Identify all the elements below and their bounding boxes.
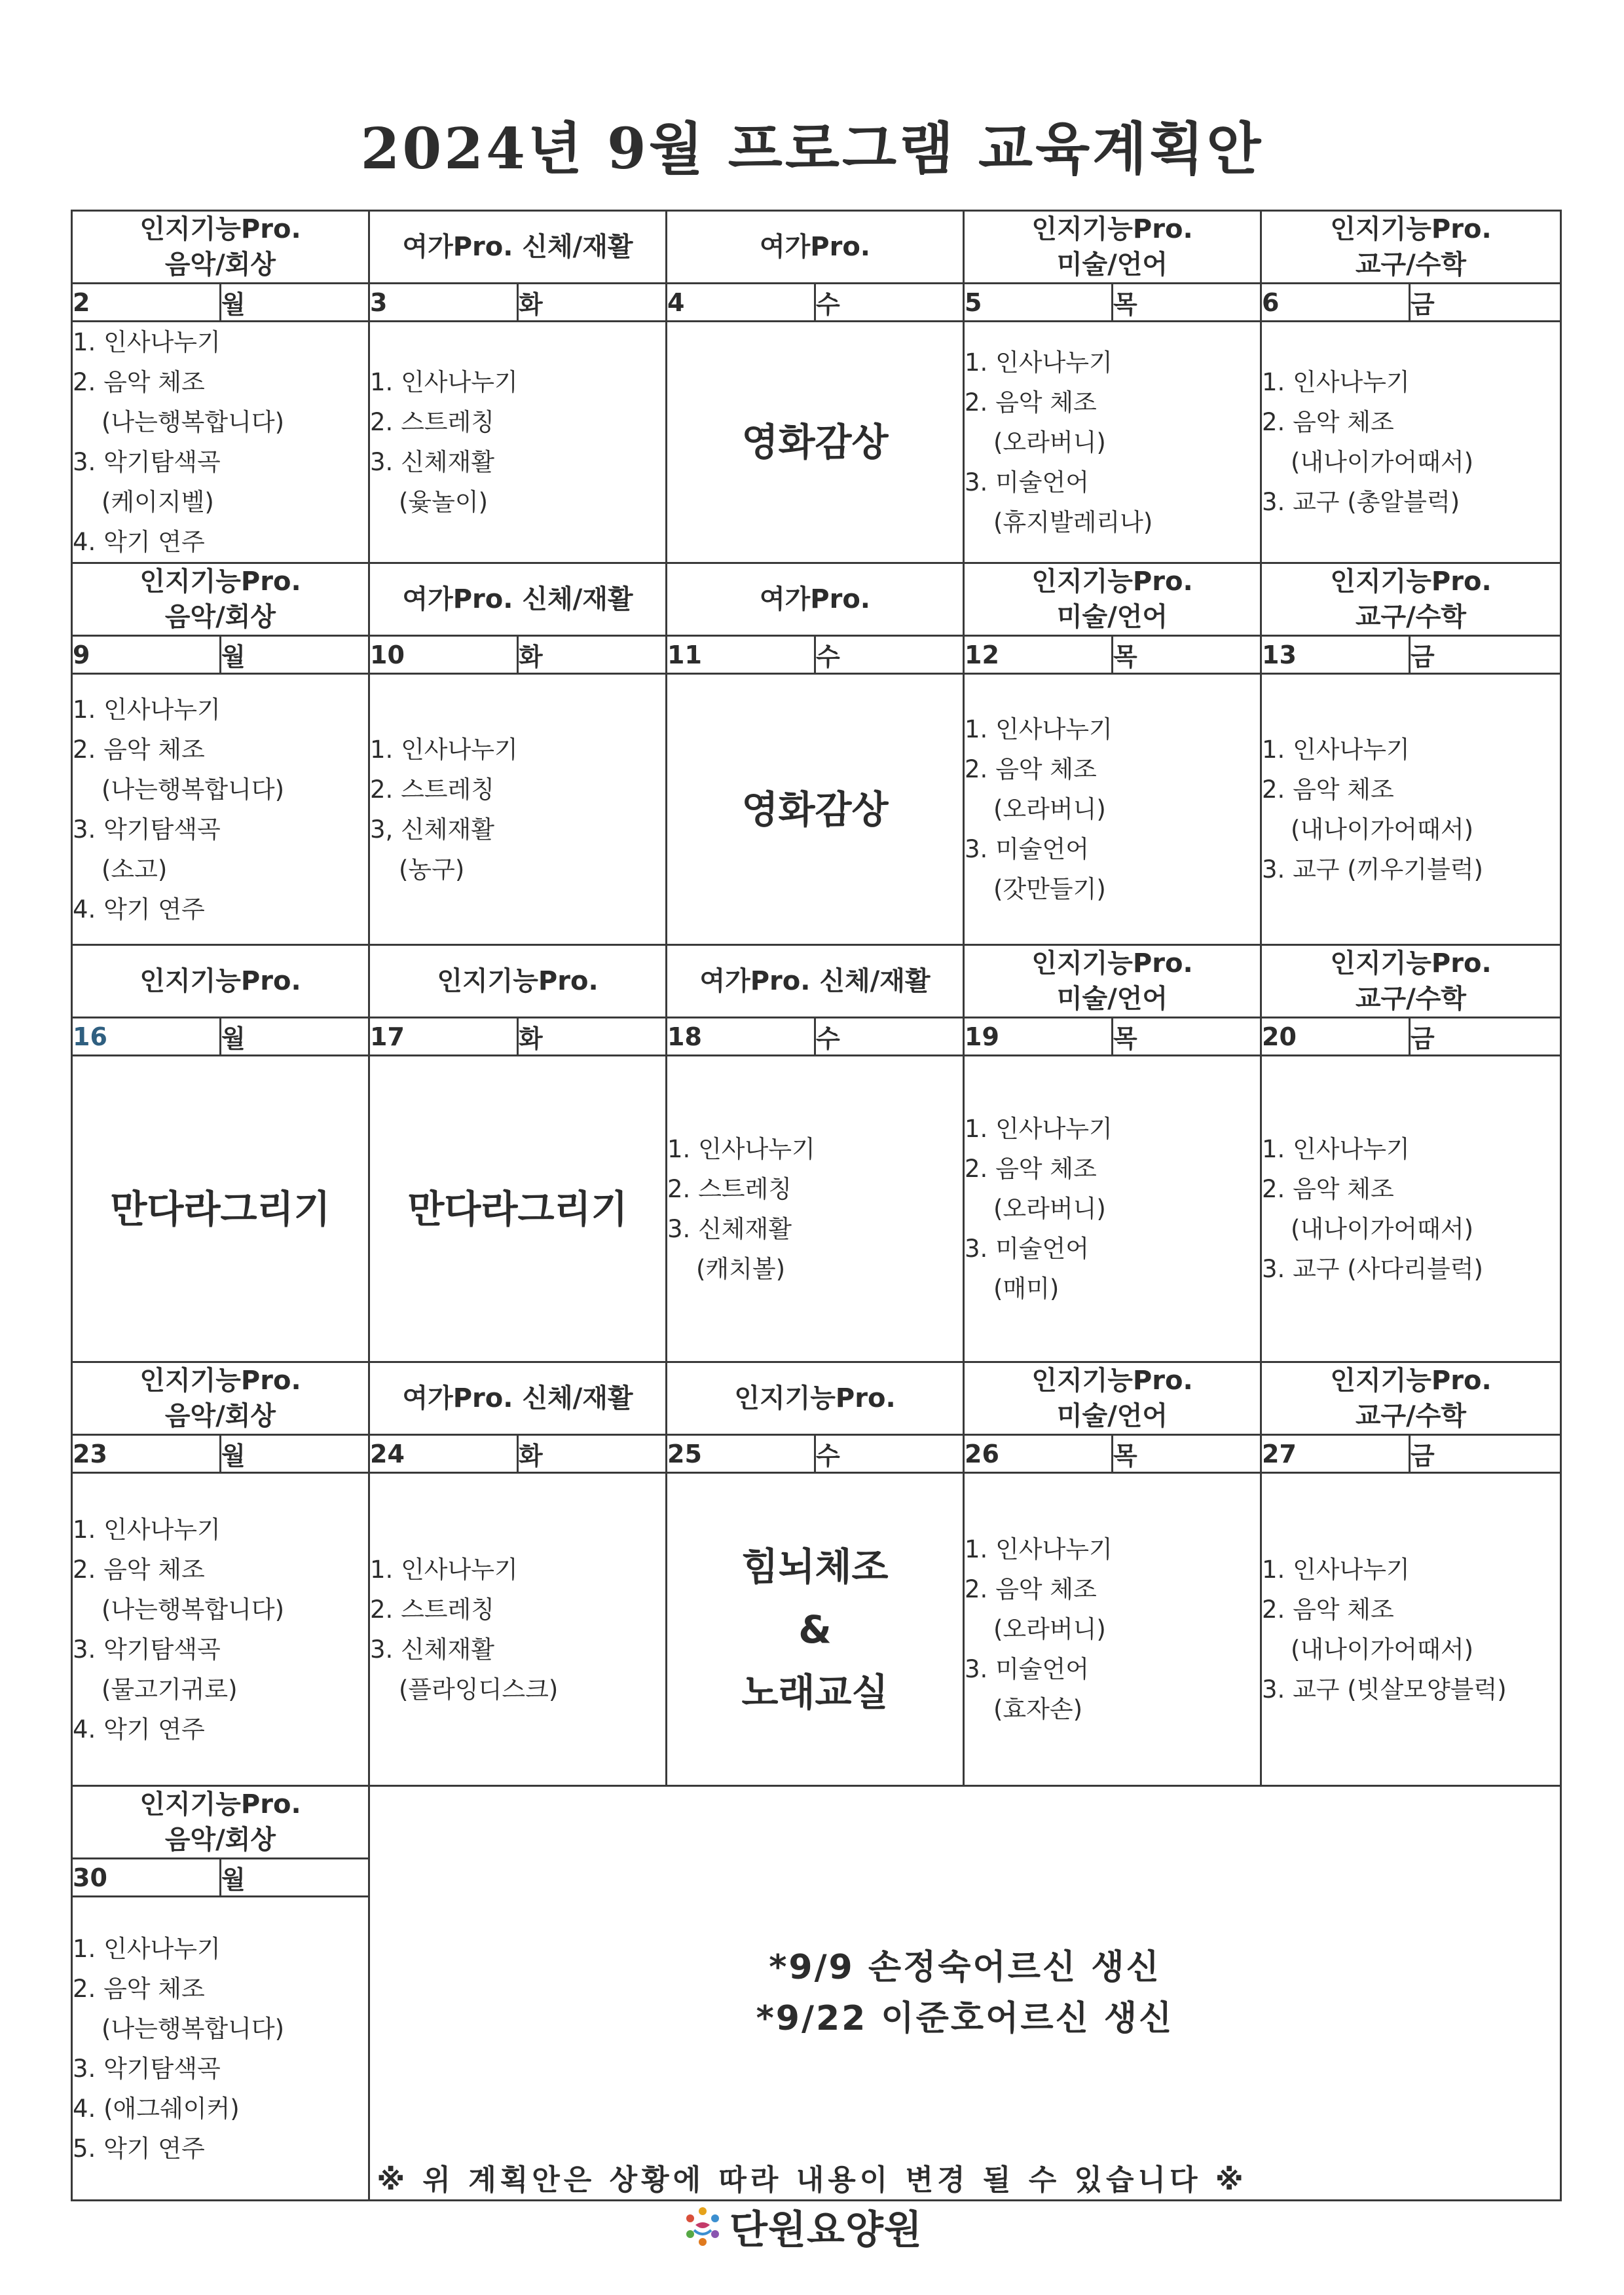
activity-item: 1. 인사나누기: [370, 368, 518, 396]
activity-item: 1. 인사나누기: [73, 328, 221, 356]
weekday-label: 목: [1113, 1435, 1261, 1473]
program-header-row: [72, 563, 1561, 636]
activity-detail: (오라버니): [993, 795, 1106, 823]
program-type-line: 교구/수학: [1355, 984, 1467, 1014]
activity-item: 2. 스트레칭: [667, 1174, 792, 1203]
date-number: 20: [1261, 1018, 1410, 1056]
program-type-line: 음악/회상: [164, 1401, 276, 1431]
program-type-line: 인지기능Pro.: [1031, 948, 1193, 979]
program-type-header: [964, 563, 1261, 636]
activity-detail: (갓만들기): [993, 875, 1106, 903]
program-type-line: 미술/언어: [1056, 984, 1168, 1014]
weekday-label: 금: [1410, 1435, 1561, 1473]
activity-detail: (나는행복합니다): [101, 775, 285, 804]
program-type-line: 여가Pro.: [760, 232, 870, 262]
activity-list: [72, 322, 369, 563]
program-type-line: 인지기능Pro.: [1031, 1366, 1193, 1396]
activity-item: 1. 인사나누기: [1262, 735, 1410, 764]
program-type-line: 음악/회상: [164, 1825, 276, 1855]
program-type-header: [72, 563, 369, 636]
date-number: 10: [369, 636, 518, 674]
activity-item: 3. 교구 (사다리블럭): [1262, 1254, 1483, 1283]
program-type-header: [72, 211, 369, 284]
special-activity-line: &: [798, 1607, 832, 1652]
weekday-label: 목: [1113, 1018, 1261, 1056]
date-number: 19: [964, 1018, 1113, 1056]
program-type-header: [72, 945, 369, 1018]
activity-item: 3. 미술언어: [965, 468, 1090, 496]
activity-list: [72, 1473, 369, 1786]
activity-detail: (물고기귀로): [101, 1675, 238, 1704]
activity-item: 3. 악기탐색곡: [73, 815, 221, 844]
program-type-line: 여가Pro. 신체/재활: [699, 966, 931, 996]
activity-item: 2. 음악 체조: [73, 1974, 205, 2003]
activity-item: 2. 스트레칭: [370, 1595, 495, 1624]
activity-item: 2. 음악 체조: [73, 735, 205, 764]
special-activity-line: 만다라그리기: [407, 1186, 628, 1231]
date-row: [72, 1018, 1561, 1056]
activity-item: 3. 교구 (빗살모양블럭): [1262, 1675, 1507, 1704]
activity-item: 1. 인사나누기: [73, 1515, 221, 1544]
program-type-line: 인지기능Pro.: [139, 567, 301, 597]
weekday-label: 목: [1113, 284, 1261, 322]
date-number: 5: [964, 284, 1113, 322]
program-type-line: 인지기능Pro.: [1031, 214, 1193, 244]
activity-item: 2. 음악 체조: [73, 368, 205, 396]
activity-detail: (캐치볼): [696, 1254, 786, 1283]
activity-row: [72, 674, 1561, 945]
activity-item: 2. 음악 체조: [1262, 1595, 1394, 1624]
program-type-line: 인지기능Pro.: [139, 966, 301, 996]
weekday-label: 월: [221, 1435, 369, 1473]
program-type-line: 미술/언어: [1056, 1401, 1168, 1431]
date-number: 13: [1261, 636, 1410, 674]
weekday-label: 월: [221, 1859, 369, 1897]
program-type-line: 음악/회상: [164, 602, 276, 632]
activity-item: 4. 악기 연주: [73, 895, 205, 924]
activity-item: 3. 교구 (총알블럭): [1262, 488, 1460, 516]
program-type-line: 여가Pro. 신체/재활: [402, 1383, 633, 1413]
special-activity-line: 노래교실: [741, 1670, 889, 1715]
activity-item: 3. 악기탐색곡: [73, 448, 221, 476]
program-type-line: 교구/수학: [1355, 602, 1467, 632]
activity-detail: (휴지발레리나): [993, 508, 1153, 536]
program-type-header: [964, 211, 1261, 284]
activity-detail: (오라버니): [993, 1615, 1106, 1643]
program-type-line: 여가Pro.: [760, 584, 870, 614]
program-type-line: 인지기능Pro.: [139, 1366, 301, 1396]
activity-item: 2. 음악 체조: [965, 755, 1097, 783]
activity-item: 1. 인사나누기: [370, 1555, 518, 1584]
program-type-header: [369, 1362, 667, 1435]
program-type-header: [667, 563, 964, 636]
activity-item: 3. 신체재활: [370, 1635, 495, 1664]
activity-detail: (효자손): [993, 1695, 1083, 1723]
program-type-header: [667, 945, 964, 1018]
program-header-row: [72, 1786, 1561, 1859]
activity-item: 1. 인사나누기: [370, 735, 518, 764]
weekday-label: 금: [1410, 1018, 1561, 1056]
date-row: [72, 1435, 1561, 1473]
program-type-header: [1261, 211, 1561, 284]
activity-detail: (윷놀이): [399, 488, 489, 516]
date-number: 9: [72, 636, 221, 674]
activity-item: 1. 인사나누기: [965, 1115, 1113, 1143]
weekday-label: 월: [221, 636, 369, 674]
activity-item: 1. 인사나누기: [965, 715, 1113, 743]
weekday-label: 월: [221, 284, 369, 322]
program-type-line: 교구/수학: [1355, 250, 1467, 280]
activity-item: 4. 악기 연주: [73, 528, 205, 556]
activity-item: 3. 신체재활: [370, 448, 495, 476]
special-activity-line: 영화감상: [741, 787, 889, 832]
program-type-header: [667, 1362, 964, 1435]
program-schedule-table: [71, 210, 1562, 2201]
activity-item: 1. 인사나누기: [73, 1934, 221, 1963]
special-activity-line: 만다라그리기: [110, 1186, 331, 1231]
date-number: 4: [667, 284, 815, 322]
logo: [681, 2201, 923, 2253]
weekday-label: 수: [815, 636, 964, 674]
weekday-label: 금: [1410, 636, 1561, 674]
activity-item: 2. 스트레칭: [370, 775, 495, 804]
program-type-line: 인지기능Pro.: [1031, 567, 1193, 597]
activity-detail: (내나이가어때서): [1291, 815, 1474, 844]
special-activity: [72, 1056, 369, 1362]
program-type-header: [72, 1786, 369, 1859]
program-header-row: [72, 211, 1561, 284]
date-number: 3: [369, 284, 518, 322]
activity-detail: (플라잉디스크): [399, 1675, 559, 1704]
activity-item: 2. 음악 체조: [965, 1575, 1097, 1603]
activity-list: [1261, 1473, 1561, 1786]
activity-list: [964, 322, 1261, 563]
program-type-header: [369, 563, 667, 636]
date-number: 26: [964, 1435, 1113, 1473]
program-header-row: [72, 1362, 1561, 1435]
date-number: 23: [72, 1435, 221, 1473]
program-type-line: 인지기능Pro.: [1330, 567, 1492, 597]
activity-item: 2. 음악 체조: [1262, 408, 1394, 436]
birthday-notes: [369, 1786, 1561, 2201]
date-number: 18: [667, 1018, 815, 1056]
program-type-line: 인지기능Pro.: [1330, 948, 1492, 979]
date-number: 27: [1261, 1435, 1410, 1473]
program-type-header: [369, 945, 667, 1018]
date-number: 25: [667, 1435, 815, 1473]
people-circle-logo-icon: [681, 2205, 724, 2248]
activity-list: [72, 674, 369, 945]
program-type-line: 인지기능Pro.: [139, 1789, 301, 1819]
activity-item: 2. 음악 체조: [965, 1155, 1097, 1183]
program-type-line: 인지기능Pro.: [734, 1383, 896, 1413]
special-activity: [667, 674, 964, 945]
activity-item: 1. 인사나누기: [1262, 1134, 1410, 1163]
logo-text: 단원요양원: [729, 2207, 923, 2253]
activity-detail: (농구): [399, 855, 465, 884]
weekday-label: 화: [518, 284, 667, 322]
activity-item: 2. 음악 체조: [965, 388, 1097, 417]
activity-detail: (소고): [101, 855, 168, 884]
date-number: 16: [72, 1018, 221, 1056]
activity-row: [72, 1056, 1561, 1362]
activity-list: [667, 1056, 964, 1362]
weekday-label: 수: [815, 284, 964, 322]
program-type-header: [667, 211, 964, 284]
weekday-label: 화: [518, 636, 667, 674]
birthday-note: *9/22 이준호어르신 생신: [756, 1999, 1174, 2038]
program-type-line: 인지기능Pro.: [1330, 1366, 1492, 1396]
activity-item: 1. 인사나누기: [667, 1134, 815, 1163]
activity-list: [964, 1473, 1261, 1786]
date-number: 17: [369, 1018, 518, 1056]
special-activity: [667, 322, 964, 563]
activity-item: 2. 스트레칭: [370, 408, 495, 436]
program-type-line: 여가Pro. 신체/재활: [402, 232, 633, 262]
activity-item: 3. 악기탐색곡: [73, 1635, 221, 1664]
program-type-line: 교구/수학: [1355, 1401, 1467, 1431]
program-type-header: [964, 1362, 1261, 1435]
activity-item: 2. 음악 체조: [1262, 775, 1394, 804]
activity-item: 1. 인사나누기: [73, 695, 221, 724]
activity-list: [964, 674, 1261, 945]
activity-detail: (오라버니): [993, 428, 1106, 457]
activity-detail: (케이지벨): [101, 488, 214, 516]
activity-detail: (나는행복합니다): [101, 408, 285, 436]
activity-item: 3. 미술언어: [965, 1235, 1090, 1263]
program-type-line: 인지기능Pro.: [437, 966, 599, 996]
activity-item: 3. 신체재활: [667, 1214, 792, 1243]
activity-row: [72, 1473, 1561, 1786]
program-type-header: [1261, 945, 1561, 1018]
date-number: 11: [667, 636, 815, 674]
program-type-header: [369, 211, 667, 284]
program-type-line: 인지기능Pro.: [1330, 214, 1492, 244]
activity-detail: (내나이가어때서): [1291, 448, 1474, 476]
activity-detail: (나는행복합니다): [101, 2014, 285, 2043]
activity-list: [72, 1897, 369, 2201]
activity-list: [369, 674, 667, 945]
activity-detail: (매미): [993, 1275, 1060, 1303]
weekday-label: 수: [815, 1435, 964, 1473]
special-activity-line: 힘뇌체조: [741, 1544, 889, 1589]
activity-item: 1. 인사나누기: [965, 348, 1113, 377]
activity-item: 2. 음악 체조: [1262, 1174, 1394, 1203]
activity-row: [72, 322, 1561, 563]
program-header-row: [72, 945, 1561, 1018]
program-type-header: [964, 945, 1261, 1018]
special-activity: [667, 1473, 964, 1786]
activity-item: 4. (애그쉐이커): [73, 2094, 240, 2123]
special-activity-line: 영화감상: [741, 420, 889, 464]
activity-item: 3. 교구 (끼우기블럭): [1262, 855, 1483, 884]
date-row: [72, 284, 1561, 322]
activity-list: [1261, 674, 1561, 945]
weekday-label: 수: [815, 1018, 964, 1056]
activity-detail: (나는행복합니다): [101, 1595, 285, 1624]
activity-list: [369, 322, 667, 563]
program-type-line: 여가Pro. 신체/재활: [402, 584, 633, 614]
weekday-label: 목: [1113, 636, 1261, 674]
date-row: [72, 636, 1561, 674]
footer-note: ※ 위 계획안은 상황에 따라 내용이 변경 될 수 있습니다 ※: [377, 2163, 1247, 2197]
date-number: 24: [369, 1435, 518, 1473]
activity-item: 3, 신체재활: [370, 815, 495, 844]
activity-item: 3. 악기탐색곡: [73, 2054, 221, 2083]
weekday-label: 월: [221, 1018, 369, 1056]
program-type-header: [72, 1362, 369, 1435]
activity-list: [964, 1056, 1261, 1362]
activity-detail: (내나이가어때서): [1291, 1214, 1474, 1243]
activity-item: 4. 악기 연주: [73, 1715, 205, 1744]
program-type-line: 미술/언어: [1056, 602, 1168, 632]
program-type-line: 음악/회상: [164, 250, 276, 280]
activity-item: 1. 인사나누기: [965, 1535, 1113, 1563]
activity-item: 3. 미술언어: [965, 835, 1090, 863]
activity-detail: (오라버니): [993, 1195, 1106, 1223]
activity-item: 3. 미술언어: [965, 1655, 1090, 1683]
activity-item: 1. 인사나누기: [1262, 368, 1410, 396]
special-activity: [369, 1056, 667, 1362]
date-number: 6: [1261, 284, 1410, 322]
birthday-note: *9/9 손정숙어르신 생신: [769, 1948, 1161, 1987]
activity-item: 5. 악기 연주: [73, 2134, 205, 2163]
date-number: 2: [72, 284, 221, 322]
activity-item: 1. 인사나누기: [1262, 1555, 1410, 1584]
program-type-line: 인지기능Pro.: [139, 214, 301, 244]
activity-detail: (내나이가어때서): [1291, 1635, 1474, 1664]
date-number: 12: [964, 636, 1113, 674]
activity-list: [1261, 322, 1561, 563]
program-type-line: 미술/언어: [1056, 250, 1168, 280]
date-number: 30: [72, 1859, 221, 1897]
weekday-label: 금: [1410, 284, 1561, 322]
program-type-header: [1261, 563, 1561, 636]
activity-item: 2. 음악 체조: [73, 1555, 205, 1584]
activity-list: [1261, 1056, 1561, 1362]
page-title: 2024년 9월 프로그램 교육계획안: [360, 116, 1264, 182]
program-type-header: [1261, 1362, 1561, 1435]
weekday-label: 화: [518, 1435, 667, 1473]
weekday-label: 화: [518, 1018, 667, 1056]
activity-list: [369, 1473, 667, 1786]
